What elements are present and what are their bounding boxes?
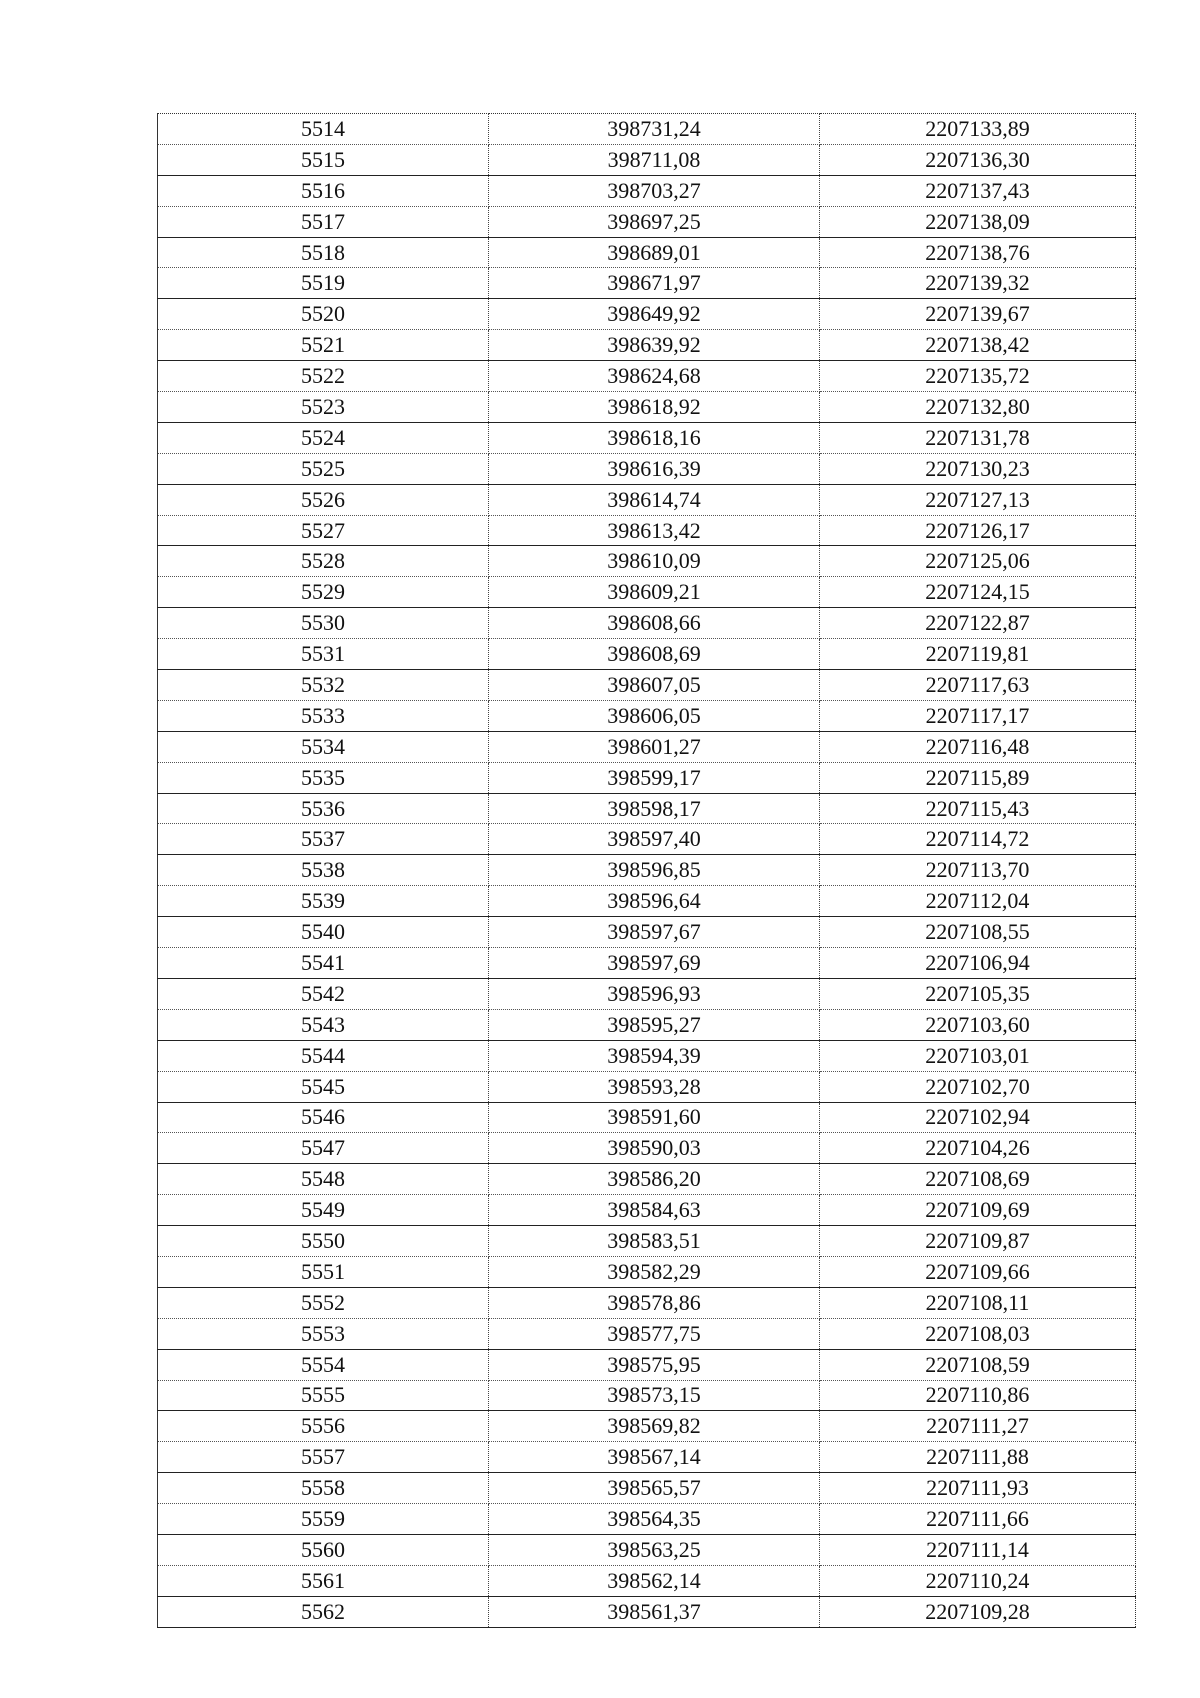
point-number-cell: 5536 [158,793,489,824]
table-row [158,144,1136,175]
point-number-cell: 5520 [158,299,489,330]
y-coordinate-cell: 2207111,93 [820,1473,1136,1504]
x-coordinate-cell: 398596,85 [489,855,820,886]
point-number-cell: 5517 [158,206,489,237]
x-coordinate-cell: 398614,74 [489,484,820,515]
x-coordinate-cell: 398597,67 [489,917,820,948]
table-row [158,1565,1136,1596]
table-row [158,577,1136,608]
x-coordinate-cell: 398586,20 [489,1164,820,1195]
table-row [158,175,1136,206]
point-number-cell: 5530 [158,608,489,639]
table-row [158,1133,1136,1164]
x-coordinate-cell: 398697,25 [489,206,820,237]
table-row [158,484,1136,515]
y-coordinate-cell: 2207103,60 [820,1009,1136,1040]
y-coordinate-cell: 2207108,11 [820,1287,1136,1318]
x-coordinate-cell: 398606,05 [489,700,820,731]
point-number-cell: 5516 [158,175,489,206]
point-number-cell: 5518 [158,237,489,268]
y-coordinate-cell: 2207109,28 [820,1596,1136,1627]
y-coordinate-cell: 2207125,06 [820,546,1136,577]
y-coordinate-cell: 2207108,69 [820,1164,1136,1195]
table-row [158,1318,1136,1349]
x-coordinate-cell: 398671,97 [489,268,820,299]
point-number-cell: 5549 [158,1195,489,1226]
point-number-cell: 5544 [158,1040,489,1071]
y-coordinate-cell: 2207109,87 [820,1226,1136,1257]
point-number-cell: 5534 [158,731,489,762]
y-coordinate-cell: 2207139,67 [820,299,1136,330]
table-row [158,700,1136,731]
y-coordinate-cell: 2207138,42 [820,330,1136,361]
table-row [158,114,1136,145]
point-number-cell: 5548 [158,1164,489,1195]
table-row [158,855,1136,886]
x-coordinate-cell: 398582,29 [489,1256,820,1287]
table-row [158,608,1136,639]
point-number-cell: 5560 [158,1534,489,1565]
point-number-cell: 5554 [158,1349,489,1380]
point-number-cell: 5558 [158,1473,489,1504]
x-coordinate-cell: 398567,14 [489,1442,820,1473]
x-coordinate-cell: 398610,09 [489,546,820,577]
x-coordinate-cell: 398563,25 [489,1534,820,1565]
table-row [158,361,1136,392]
point-number-cell: 5538 [158,855,489,886]
point-number-cell: 5522 [158,361,489,392]
point-number-cell: 5527 [158,515,489,546]
y-coordinate-cell: 2207113,70 [820,855,1136,886]
table-row [158,422,1136,453]
coordinates-table-body [158,114,1136,1628]
y-coordinate-cell: 2207114,72 [820,824,1136,855]
y-coordinate-cell: 2207138,76 [820,237,1136,268]
x-coordinate-cell: 398608,69 [489,639,820,670]
x-coordinate-cell: 398584,63 [489,1195,820,1226]
table-row [158,762,1136,793]
x-coordinate-cell: 398618,92 [489,392,820,423]
point-number-cell: 5542 [158,978,489,1009]
table-row [158,206,1136,237]
table-row [158,1534,1136,1565]
table-row [158,793,1136,824]
y-coordinate-cell: 2207102,94 [820,1102,1136,1133]
y-coordinate-cell: 2207111,14 [820,1534,1136,1565]
point-number-cell: 5543 [158,1009,489,1040]
table-row [158,1071,1136,1102]
y-coordinate-cell: 2207139,32 [820,268,1136,299]
table-row [158,1287,1136,1318]
x-coordinate-cell: 398639,92 [489,330,820,361]
table-row [158,1473,1136,1504]
x-coordinate-cell: 398562,14 [489,1565,820,1596]
x-coordinate-cell: 398731,24 [489,114,820,145]
point-number-cell: 5526 [158,484,489,515]
table-row [158,268,1136,299]
table-row [158,392,1136,423]
table-row [158,917,1136,948]
table-row [158,453,1136,484]
x-coordinate-cell: 398565,57 [489,1473,820,1504]
table-row [158,515,1136,546]
point-number-cell: 5529 [158,577,489,608]
table-row [158,1349,1136,1380]
y-coordinate-cell: 2207133,89 [820,114,1136,145]
point-number-cell: 5532 [158,670,489,701]
x-coordinate-cell: 398596,93 [489,978,820,1009]
point-number-cell: 5547 [158,1133,489,1164]
point-number-cell: 5523 [158,392,489,423]
point-number-cell: 5551 [158,1256,489,1287]
point-number-cell: 5545 [158,1071,489,1102]
table-row [158,1102,1136,1133]
x-coordinate-cell: 398573,15 [489,1380,820,1411]
y-coordinate-cell: 2207115,43 [820,793,1136,824]
y-coordinate-cell: 2207132,80 [820,392,1136,423]
y-coordinate-cell: 2207122,87 [820,608,1136,639]
table-row [158,824,1136,855]
table-row [158,886,1136,917]
table-row [158,1442,1136,1473]
point-number-cell: 5531 [158,639,489,670]
x-coordinate-cell: 398624,68 [489,361,820,392]
point-number-cell: 5559 [158,1504,489,1535]
y-coordinate-cell: 2207116,48 [820,731,1136,762]
table-row [158,1040,1136,1071]
x-coordinate-cell: 398591,60 [489,1102,820,1133]
y-coordinate-cell: 2207109,66 [820,1256,1136,1287]
x-coordinate-cell: 398583,51 [489,1226,820,1257]
x-coordinate-cell: 398613,42 [489,515,820,546]
point-number-cell: 5557 [158,1442,489,1473]
y-coordinate-cell: 2207105,35 [820,978,1136,1009]
table-row [158,731,1136,762]
table-row [158,1504,1136,1535]
x-coordinate-cell: 398594,39 [489,1040,820,1071]
table-row [158,1256,1136,1287]
y-coordinate-cell: 2207110,86 [820,1380,1136,1411]
y-coordinate-cell: 2207104,26 [820,1133,1136,1164]
table-row [158,1195,1136,1226]
table-row [158,1411,1136,1442]
table-row [158,670,1136,701]
y-coordinate-cell: 2207103,01 [820,1040,1136,1071]
x-coordinate-cell: 398577,75 [489,1318,820,1349]
point-number-cell: 5519 [158,268,489,299]
y-coordinate-cell: 2207138,09 [820,206,1136,237]
point-number-cell: 5524 [158,422,489,453]
table-row [158,330,1136,361]
point-number-cell: 5562 [158,1596,489,1627]
y-coordinate-cell: 2207137,43 [820,175,1136,206]
point-number-cell: 5555 [158,1380,489,1411]
y-coordinate-cell: 2207127,13 [820,484,1136,515]
x-coordinate-cell: 398597,40 [489,824,820,855]
y-coordinate-cell: 2207119,81 [820,639,1136,670]
y-coordinate-cell: 2207135,72 [820,361,1136,392]
x-coordinate-cell: 398711,08 [489,144,820,175]
y-coordinate-cell: 2207124,15 [820,577,1136,608]
y-coordinate-cell: 2207126,17 [820,515,1136,546]
point-number-cell: 5541 [158,948,489,979]
y-coordinate-cell: 2207130,23 [820,453,1136,484]
x-coordinate-cell: 398593,28 [489,1071,820,1102]
y-coordinate-cell: 2207111,27 [820,1411,1136,1442]
table-row [158,1380,1136,1411]
table-row [158,1596,1136,1627]
point-number-cell: 5514 [158,114,489,145]
point-number-cell: 5525 [158,453,489,484]
point-number-cell: 5537 [158,824,489,855]
point-number-cell: 5556 [158,1411,489,1442]
table-row [158,546,1136,577]
table-row [158,978,1136,1009]
x-coordinate-cell: 398649,92 [489,299,820,330]
y-coordinate-cell: 2207110,24 [820,1565,1136,1596]
point-number-cell: 5521 [158,330,489,361]
x-coordinate-cell: 398703,27 [489,175,820,206]
y-coordinate-cell: 2207108,59 [820,1349,1136,1380]
x-coordinate-cell: 398609,21 [489,577,820,608]
x-coordinate-cell: 398564,35 [489,1504,820,1535]
x-coordinate-cell: 398561,37 [489,1596,820,1627]
point-number-cell: 5550 [158,1226,489,1257]
point-number-cell: 5535 [158,762,489,793]
table-row [158,299,1136,330]
x-coordinate-cell: 398689,01 [489,237,820,268]
y-coordinate-cell: 2207115,89 [820,762,1136,793]
x-coordinate-cell: 398569,82 [489,1411,820,1442]
x-coordinate-cell: 398595,27 [489,1009,820,1040]
x-coordinate-cell: 398616,39 [489,453,820,484]
y-coordinate-cell: 2207108,55 [820,917,1136,948]
point-number-cell: 5539 [158,886,489,917]
x-coordinate-cell: 398608,66 [489,608,820,639]
y-coordinate-cell: 2207136,30 [820,144,1136,175]
coordinates-table [157,113,1136,1628]
y-coordinate-cell: 2207111,66 [820,1504,1136,1535]
point-number-cell: 5546 [158,1102,489,1133]
table-row [158,948,1136,979]
x-coordinate-cell: 398578,86 [489,1287,820,1318]
y-coordinate-cell: 2207111,88 [820,1442,1136,1473]
point-number-cell: 5528 [158,546,489,577]
table-row [158,237,1136,268]
y-coordinate-cell: 2207102,70 [820,1071,1136,1102]
point-number-cell: 5533 [158,700,489,731]
x-coordinate-cell: 398575,95 [489,1349,820,1380]
y-coordinate-cell: 2207106,94 [820,948,1136,979]
y-coordinate-cell: 2207108,03 [820,1318,1136,1349]
y-coordinate-cell: 2207109,69 [820,1195,1136,1226]
x-coordinate-cell: 398597,69 [489,948,820,979]
point-number-cell: 5552 [158,1287,489,1318]
x-coordinate-cell: 398596,64 [489,886,820,917]
y-coordinate-cell: 2207117,63 [820,670,1136,701]
point-number-cell: 5515 [158,144,489,175]
table-row [158,1009,1136,1040]
point-number-cell: 5561 [158,1565,489,1596]
y-coordinate-cell: 2207117,17 [820,700,1136,731]
table-row [158,639,1136,670]
x-coordinate-cell: 398590,03 [489,1133,820,1164]
x-coordinate-cell: 398618,16 [489,422,820,453]
x-coordinate-cell: 398598,17 [489,793,820,824]
x-coordinate-cell: 398599,17 [489,762,820,793]
x-coordinate-cell: 398601,27 [489,731,820,762]
x-coordinate-cell: 398607,05 [489,670,820,701]
y-coordinate-cell: 2207112,04 [820,886,1136,917]
table-row [158,1164,1136,1195]
y-coordinate-cell: 2207131,78 [820,422,1136,453]
table-row [158,1226,1136,1257]
point-number-cell: 5540 [158,917,489,948]
point-number-cell: 5553 [158,1318,489,1349]
